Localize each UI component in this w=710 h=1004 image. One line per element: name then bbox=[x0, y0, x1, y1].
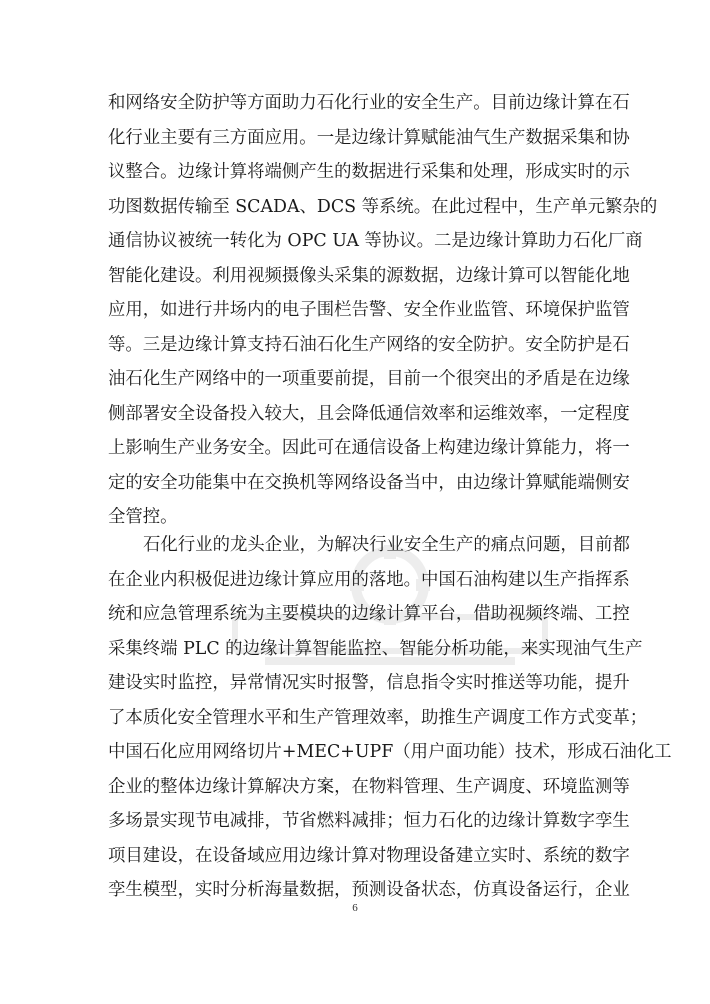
text-line: 功图数据传输至 SCADA、DCS 等系统。在此过程中，生产单元繁杂的 bbox=[108, 196, 658, 217]
text-line: 石化行业的龙头企业，为解决行业安全生产的痛点问题，目前都 bbox=[143, 535, 630, 555]
paragraph-1 bbox=[108, 86, 658, 535]
text-line: 上影响生产业务安全。因此可在通信设备上构建边缘计算能力，将一 bbox=[108, 438, 630, 458]
text-line: 智能化建设。利用视频摄像头采集的源数据，边缘计算可以智能化地 bbox=[108, 265, 630, 286]
text-line: 统和应急管理系统为主要模块的边缘计算平台，借助视频终端、工控 bbox=[108, 604, 630, 624]
text-line: 建设实时监控，异常情况实时报警，信息指令实时推送等功能，提升 bbox=[108, 673, 630, 693]
text-line: 油石化生产网络中的一项重要前提，目前一个很突出的矛盾是在边缘 bbox=[108, 369, 630, 389]
text-line: 了本质化安全管理水平和生产管理效率，助推生产调度工作方式变革； bbox=[108, 707, 648, 728]
text-line: 化行业主要有三方面应用。一是边缘计算赋能油气生产数据采集和协 bbox=[108, 127, 630, 148]
text-line: 多场景实现节电减排，节省燃料减排；恒力石化的边缘计算数字孪生 bbox=[108, 811, 630, 831]
text-line: 侧部署安全设备投入较大，且会降低通信效率和运维效率，一定程度 bbox=[108, 403, 630, 424]
text-line: 和网络安全防护等方面助力石化行业的安全生产。目前边缘计算在石 bbox=[108, 93, 630, 113]
text-line: 定的安全功能集中在交换机等网络设备当中，由边缘计算赋能端侧安 bbox=[108, 472, 630, 493]
text-line: 企业的整体边缘计算解决方案，在物料管理、生产调度、环境监测等 bbox=[108, 776, 630, 797]
text-line: 全管控。 bbox=[108, 507, 178, 527]
text-line: 采集终端 PLC 的边缘计算智能监控、智能分析功能，来实现油气生产 bbox=[108, 638, 643, 659]
text-line: 项目建设，在设备域应用边缘计算对物理设备建立实时、系统的数字 bbox=[108, 845, 630, 866]
paragraph-2 bbox=[108, 528, 672, 908]
text-line: 通信协议被统一转化为 OPC UA 等协议。二是边缘计算助力石化厂商 bbox=[108, 231, 643, 251]
page-number: 6 bbox=[352, 902, 358, 914]
text-line: 应用，如进行井场内的电子围栏告警、安全作业监管、环境保护监管 bbox=[108, 300, 630, 320]
text-line: 孪生模型，实时分析海量数据，预测设备状态，仿真设备运行，企业 bbox=[108, 880, 630, 900]
text-line: 等。三是边缘计算支持石油石化生产网络的安全防护。安全防护是石 bbox=[108, 334, 630, 355]
text-line: 中国石化应用网络切片+MEC+UPF（用户面功能）技术，形成石油化工 bbox=[108, 742, 672, 762]
text-line: 在企业内积极促进边缘计算应用的落地。中国石油构建以生产指挥系 bbox=[108, 569, 630, 590]
text-line: 议整合。边缘计算将端侧产生的数据进行采集和处理，形成实时的示 bbox=[108, 162, 630, 182]
